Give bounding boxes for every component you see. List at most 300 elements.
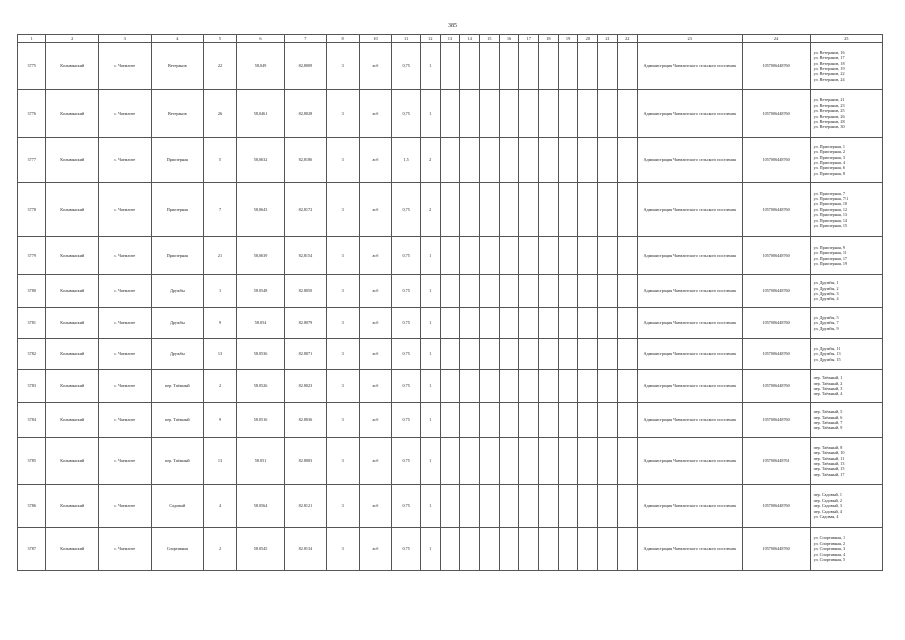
material-cell: асб [359,43,392,90]
volume-cell: 0.75 [392,370,420,403]
served-address-line: ул. Приозерная, 10 [813,201,848,207]
house-number-cell: 9 [204,403,237,438]
empty-cell [440,183,460,237]
row-number-cell: 3785 [18,438,46,485]
district-cell: Колыванский [46,138,99,183]
column-number-row [18,35,883,43]
empty-cell [578,43,598,90]
empty-cell [460,403,480,438]
served-address-line: пер. Таёжный, 9 [813,425,843,431]
longitude-cell: 82.8050 [285,275,327,308]
empty-cell [539,528,559,571]
served-address-line: ул. Приозерная, 1 [813,143,845,149]
row-number-cell: 3775 [18,43,46,90]
empty-cell [598,438,618,485]
empty-cell [440,370,460,403]
column-number: 4 [151,35,204,43]
column-number: 12 [420,35,440,43]
empty-cell [558,275,578,308]
empty-cell [539,308,559,339]
column-number: 5 [204,35,237,43]
empty-cell [460,370,480,403]
ogrn-cell: 1057006448760 [742,275,810,308]
served-address-line: ул. Спортивная, 1 [813,535,846,541]
served-address-line: пер. Таёжный, 8 [813,444,843,450]
empty-cell [598,90,618,138]
row-number-cell: 3786 [18,485,46,528]
surface-cell: 3 [326,403,359,438]
empty-cell [539,339,559,370]
empty-cell [578,138,598,183]
empty-cell [519,308,539,339]
empty-cell [440,339,460,370]
empty-cell [598,183,618,237]
empty-cell [617,90,637,138]
empty-cell [539,403,559,438]
house-number-cell: 2 [204,528,237,571]
settlement-cell: с. Чаемлите [99,43,152,90]
row-number-cell: 3783 [18,370,46,403]
empty-cell [519,438,539,485]
served-address-line: ул. Приозерная, 9 [813,244,845,250]
ogrn-cell: 1057006448760 [742,485,810,528]
empty-cell [578,528,598,571]
volume-cell: 0.75 [392,485,420,528]
empty-cell [539,237,559,275]
container-count-cell: 1 [420,90,440,138]
container-count-cell: 1 [420,485,440,528]
served-address-line: ул. Ветеранов, 22 [813,71,845,77]
column-number: 14 [460,35,480,43]
column-number: 10 [359,35,392,43]
page-number: 385 [448,23,457,29]
empty-cell [499,485,519,528]
ogrn-cell: 1057006448760 [742,528,810,571]
served-address-line: ул. Приозерная, 7/1 [813,195,849,201]
volume-cell: 0,75 [392,237,420,275]
table-row [18,339,883,370]
material-cell: асб [359,528,392,571]
table-row [18,275,883,308]
empty-cell [479,183,499,237]
container-count-cell: 2 [420,138,440,183]
served-address-line: ул. Приозерная, 15 [813,223,848,229]
empty-cell [598,485,618,528]
empty-cell [617,528,637,571]
container-count-cell: 1 [420,370,440,403]
empty-cell [499,308,519,339]
served-address-line: ул. Приозерная, 4 [813,160,845,165]
empty-cell [617,138,637,183]
latitude-cell: 58.0526 [236,370,284,403]
administration-cell: Администрация Чаемлитского сельского поселения [637,138,742,183]
longitude-cell: 82.8134 [285,528,327,571]
column-number: 7 [285,35,327,43]
served-address-line: пер. Таёжный, 15 [813,466,845,472]
empty-cell [440,528,460,571]
row-number-cell: 3787 [18,528,46,571]
ogrn-cell: 1057006448760 [742,403,810,438]
table-row [18,438,883,485]
empty-cell [460,183,480,237]
empty-cell [539,90,559,138]
empty-cell [440,275,460,308]
surface-cell: 3 [326,438,359,485]
empty-cell [539,438,559,485]
column-number: 11 [392,35,420,43]
house-number-cell: 1 [204,275,237,308]
table-row [18,370,883,403]
table-row [18,43,883,90]
administration-cell: Администрация Чаемлитского сельского поселения [637,370,742,403]
container-count-cell: 1 [420,528,440,571]
empty-cell [519,370,539,403]
empty-cell [578,90,598,138]
served-address-line: пер. Садовый, 2 [813,497,842,503]
empty-cell [519,528,539,571]
empty-cell [519,90,539,138]
served-address-line: ул. Спортивная, 5 [813,557,846,563]
empty-cell [617,339,637,370]
column-number: 13 [440,35,460,43]
served-address-line: ул. Приозерная, 7 [813,190,845,196]
ogrn-cell: 1057006448760 [742,43,810,90]
column-number: 23 [637,35,742,43]
empty-cell [578,237,598,275]
empty-cell [558,528,578,571]
district-cell: Колыванский [46,528,99,571]
volume-cell: 0.75 [392,528,420,571]
empty-cell [479,90,499,138]
empty-cell [460,528,480,571]
street-cell: Приозерная [151,237,204,275]
served-address-line: пер. Таёжный, 2 [813,380,843,386]
longitude-cell: 82.8079 [285,308,327,339]
settlement-cell: с. Чаемлите [99,403,152,438]
empty-cell [578,308,598,339]
container-count-cell: 2 [420,183,440,237]
served-address-line: ул. Дружбы, 15 [813,356,841,362]
material-cell: асб [359,403,392,438]
material-cell: асб [359,485,392,528]
table-row [18,138,883,183]
column-number: 21 [598,35,618,43]
empty-cell [479,485,499,528]
column-number: 2 [46,35,99,43]
empty-cell [519,237,539,275]
empty-cell [578,403,598,438]
empty-cell [539,275,559,308]
empty-cell [558,43,578,90]
empty-cell [617,370,637,403]
latitude-cell: 58.0564 [236,485,284,528]
served-address-line: пер. Таёжный, 7 [813,420,843,425]
administration-cell: Администрация Чаемлитского сельского поселения [637,339,742,370]
volume-cell: 0,75 [392,183,420,237]
empty-cell [598,237,618,275]
empty-cell [499,275,519,308]
column-number: 17 [519,35,539,43]
row-number-cell: 3782 [18,339,46,370]
ogrn-cell: 1057006448761 [742,438,810,485]
empty-cell [479,43,499,90]
served-address-line: ул. Ветеранов, 19 [813,66,845,71]
row-number-cell: 3778 [18,183,46,237]
empty-cell [598,339,618,370]
empty-cell [598,308,618,339]
empty-cell [598,528,618,571]
row-number-cell: 3784 [18,403,46,438]
street-cell: пер. Таёжный [151,438,204,485]
latitude-cell: 58,0639 [236,237,284,275]
empty-cell [479,339,499,370]
row-number-cell: 3780 [18,275,46,308]
column-number: 16 [499,35,519,43]
district-cell: Колыванский [46,339,99,370]
district-cell: Колыванский [46,275,99,308]
settlement-cell: с. Чаемлите [99,275,152,308]
served-address-line: ул. Спортивная, 4 [813,551,846,557]
volume-cell: 1,5 [392,138,420,183]
volume-cell: 0.75 [392,339,420,370]
served-address-line: пер. Таёжный, 11 [813,455,845,461]
house-number-cell: 5 [204,138,237,183]
register-table [17,34,883,571]
empty-cell [558,237,578,275]
empty-cell [558,485,578,528]
house-number-cell: 13 [204,438,237,485]
served-address-line: ул. Ветеранов, 24 [813,76,845,82]
empty-cell [440,403,460,438]
empty-cell [460,438,480,485]
served-address-line: ул. Приозерная, 17 [813,255,848,261]
empty-cell [479,370,499,403]
served-address-line: пер. Таёжный, 10 [813,450,845,456]
column-number: 1 [18,35,46,43]
empty-cell [519,183,539,237]
latitude-cell: 58,0632 [236,138,284,183]
surface-cell: 3 [326,90,359,138]
volume-cell: 0.75 [392,275,420,308]
empty-cell [479,237,499,275]
empty-cell [578,438,598,485]
volume-cell: 0.75 [392,438,420,485]
empty-cell [598,43,618,90]
column-number: 19 [558,35,578,43]
empty-cell [499,339,519,370]
latitude-cell: 58,049 [236,43,284,90]
served-address-line: ул. Ветеранов, 17 [813,55,845,61]
surface-cell: 3 [326,370,359,403]
column-number: 22 [617,35,637,43]
served-address-line: ул. Дружбы, 7 [813,320,839,326]
district-cell: Колыванский [46,308,99,339]
table-row [18,403,883,438]
row-number-cell: 3779 [18,237,46,275]
street-cell: Дружбы [151,275,204,308]
street-cell: пер. Таёжный [151,403,204,438]
empty-cell [617,275,637,308]
column-number: 24 [742,35,810,43]
served-address-line: ул. Приозерная, 12 [813,206,848,212]
served-addresses-cell [810,370,882,403]
settlement-cell: с. Чаемлите [99,485,152,528]
district-cell: Колыванский [46,90,99,138]
administration-cell: Администрация Чаемлитского сельского поселения [637,90,742,138]
administration-cell: Администрация Чаемлитского сельского поселения [637,275,742,308]
empty-cell [598,370,618,403]
served-address-line: пер. Садовый, 4 [813,508,842,514]
table-row [18,528,883,571]
empty-cell [519,43,539,90]
empty-cell [499,528,519,571]
container-count-cell: 1 [420,438,440,485]
material-cell: асб [359,237,392,275]
empty-cell [617,183,637,237]
administration-cell: Администрация Чаемлитского сельского поселения [637,438,742,485]
house-number-cell: 9 [204,308,237,339]
column-number: 6 [236,35,284,43]
column-number: 15 [479,35,499,43]
latitude-cell: 58.0548 [236,275,284,308]
empty-cell [539,370,559,403]
empty-cell [558,183,578,237]
longitude-cell: 82,8028 [285,90,327,138]
longitude-cell: 82.8023 [285,370,327,403]
surface-cell: 3 [326,275,359,308]
empty-cell [519,485,539,528]
table-row [18,90,883,138]
latitude-cell: 58.0516 [236,403,284,438]
empty-cell [539,138,559,183]
ogrn-cell: 1057006448760 [742,90,810,138]
empty-cell [578,339,598,370]
column-number: 3 [99,35,152,43]
served-address-line: пер. Таёжный, 17 [813,471,845,477]
administration-cell: Администрация Чаемлитского сельского поселения [637,403,742,438]
row-number-cell: 3781 [18,308,46,339]
material-cell: асб [359,438,392,485]
empty-cell [578,275,598,308]
settlement-cell: с. Чаемлите [99,90,152,138]
material-cell: асб [359,183,392,237]
table-row [18,183,883,237]
served-address-line: пер. Садовый, 3 [813,503,842,509]
empty-cell [499,370,519,403]
served-addresses-cell [810,183,882,237]
empty-cell [598,138,618,183]
longitude-cell: 82,8009 [285,43,327,90]
longitude-cell: 82.8083 [285,438,327,485]
settlement-cell: с. Чаемлите [99,438,152,485]
street-cell: Ветеранов [151,43,204,90]
empty-cell [440,43,460,90]
row-number-cell: 3777 [18,138,46,183]
latitude-cell: 58.054 [236,308,284,339]
empty-cell [558,308,578,339]
empty-cell [479,438,499,485]
served-addresses-cell [810,528,882,571]
ogrn-cell: 1057006448760 [742,138,810,183]
empty-cell [558,90,578,138]
settlement-cell: с. Чаемлите [99,308,152,339]
empty-cell [539,485,559,528]
surface-cell: 3 [326,43,359,90]
empty-cell [558,403,578,438]
settlement-cell: с. Чаемлите [99,370,152,403]
empty-cell [539,183,559,237]
served-address-line: ул. Ветеранов, 16 [813,49,845,55]
longitude-cell: 82.8036 [285,403,327,438]
district-cell: Колыванский [46,403,99,438]
container-count-cell: 1 [420,237,440,275]
street-cell: Приозерная [151,183,204,237]
column-number: 25 [810,35,882,43]
district-cell: Колыванский [46,237,99,275]
surface-cell: 3 [326,528,359,571]
empty-cell [479,138,499,183]
empty-cell [519,138,539,183]
material-cell: асб [359,370,392,403]
street-cell: Садовый [151,485,204,528]
volume-cell: 0.75 [392,403,420,438]
empty-cell [539,43,559,90]
surface-cell: 3 [326,308,359,339]
administration-cell: Администрация Чаемлитского сельского поселения [637,485,742,528]
administration-cell: Администрация Чаемлитского сельского поселения [637,183,742,237]
served-address-line: ул. Ветеранов, 21 [813,97,845,103]
empty-cell [617,237,637,275]
house-number-cell: 21 [204,237,237,275]
table-row [18,308,883,339]
empty-cell [519,339,539,370]
served-address-line: ул. Дружбы, 4 [813,296,839,302]
house-number-cell: 26 [204,90,237,138]
surface-cell: 3 [326,183,359,237]
empty-cell [460,138,480,183]
served-address-line: ул. Спортивная, 3 [813,546,846,552]
served-address-line: пер. Таёжный, 1 [813,375,843,381]
register-body [18,35,883,571]
served-address-line: ул. Приозерная, 3 [813,154,845,160]
served-address-line: пер. Садовый, 1 [813,492,842,498]
material-cell: асб [359,138,392,183]
empty-cell [440,308,460,339]
served-address-line: ул. Дружбы, 9 [813,325,839,331]
settlement-cell: с. Чаемлите [99,528,152,571]
served-address-line: ул. Ветеранов, 18 [813,60,845,66]
container-count-cell: 1 [420,275,440,308]
street-cell: пер. Таёжный [151,370,204,403]
empty-cell [598,275,618,308]
empty-cell [578,370,598,403]
empty-cell [499,138,519,183]
empty-cell [519,403,539,438]
district-cell: Колыванский [46,183,99,237]
settlement-cell: с. Чаемлите [99,237,152,275]
served-address-line: пер. Таёжный, 13 [813,461,845,466]
empty-cell [499,183,519,237]
served-address-line: ул. Ветеранов, 25 [813,108,845,114]
empty-cell [598,403,618,438]
empty-cell [460,339,480,370]
district-cell: Колыванский [46,438,99,485]
empty-cell [499,90,519,138]
empty-cell [558,138,578,183]
empty-cell [440,90,460,138]
served-addresses-cell [810,403,882,438]
administration-cell: Администрация Чаемлитского сельского поселения [637,43,742,90]
